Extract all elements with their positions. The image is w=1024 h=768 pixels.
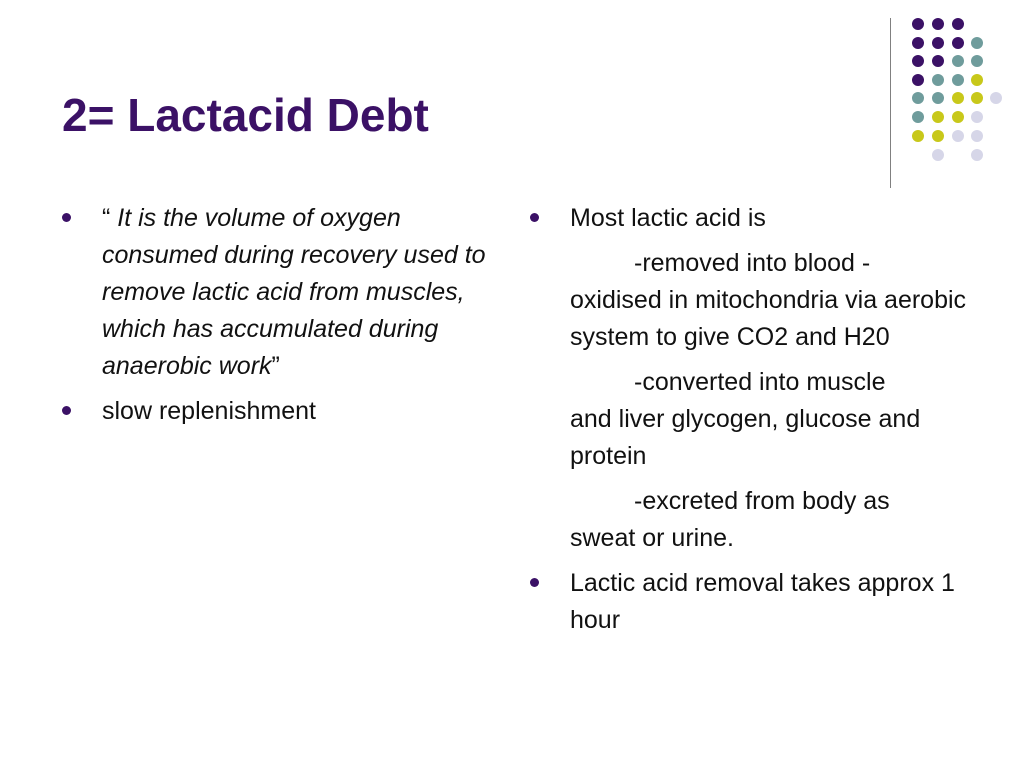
open-quote: “ bbox=[102, 204, 111, 232]
dot bbox=[932, 74, 944, 86]
dot bbox=[932, 92, 944, 104]
definition-quote: It is the volume of oxygen consumed during recovery used to remove lactic acid from muscles, which has accumulated during anaerobic work bbox=[102, 204, 486, 380]
bullet-text: Lactic acid removal takes approx 1 hour bbox=[570, 569, 955, 634]
converted-line: -converted into muscle bbox=[634, 368, 886, 396]
bullet-definition bbox=[62, 200, 492, 385]
dot bbox=[952, 74, 964, 86]
bullet-text: slow replenishment bbox=[102, 397, 316, 425]
dot bbox=[952, 111, 964, 123]
dot bbox=[952, 55, 964, 67]
dot bbox=[912, 55, 924, 67]
bullet-dot bbox=[530, 578, 539, 587]
dot bbox=[912, 92, 924, 104]
dot bbox=[912, 130, 924, 142]
right-column bbox=[530, 200, 970, 647]
left-column bbox=[62, 200, 492, 438]
removed-line: -removed into blood - bbox=[634, 249, 871, 277]
dot bbox=[932, 149, 944, 161]
dot bbox=[952, 92, 964, 104]
dot bbox=[912, 74, 924, 86]
converted-line-cont: and liver glycogen, glucose and protein bbox=[570, 405, 921, 470]
close-quote: ” bbox=[271, 352, 280, 380]
dot bbox=[932, 111, 944, 123]
bullet-intro: Most lactic acid is bbox=[570, 204, 766, 232]
decorative-dot-grid bbox=[0, 0, 1024, 200]
dot bbox=[952, 37, 964, 49]
dot bbox=[912, 18, 924, 30]
bullet-removal-time bbox=[530, 565, 970, 639]
dot bbox=[971, 111, 983, 123]
bullet-dot bbox=[62, 406, 71, 415]
dot bbox=[971, 37, 983, 49]
oxidised-line: oxidised in mitochondria via aerobic system to give CO2 and H20 bbox=[570, 286, 967, 351]
bullet-dot bbox=[62, 213, 71, 222]
dot bbox=[971, 130, 983, 142]
dot bbox=[971, 55, 983, 67]
bullet-slow-replenishment bbox=[62, 393, 492, 430]
dot bbox=[932, 130, 944, 142]
excreted-line: -excreted from body as bbox=[634, 487, 890, 515]
dot bbox=[932, 55, 944, 67]
bullet-text bbox=[102, 200, 492, 385]
dot bbox=[952, 18, 964, 30]
dot bbox=[952, 130, 964, 142]
dot bbox=[971, 92, 983, 104]
dot bbox=[971, 74, 983, 86]
excreted-line-cont: sweat or urine. bbox=[570, 524, 734, 552]
slide-title: 2= Lactacid Debt bbox=[62, 89, 429, 141]
bullet-dot bbox=[530, 213, 539, 222]
dot bbox=[932, 37, 944, 49]
dot bbox=[912, 37, 924, 49]
dot bbox=[990, 92, 1002, 104]
dot bbox=[971, 149, 983, 161]
dot bbox=[932, 18, 944, 30]
bullet-lactic-acid-fate bbox=[530, 200, 970, 557]
dot bbox=[912, 111, 924, 123]
